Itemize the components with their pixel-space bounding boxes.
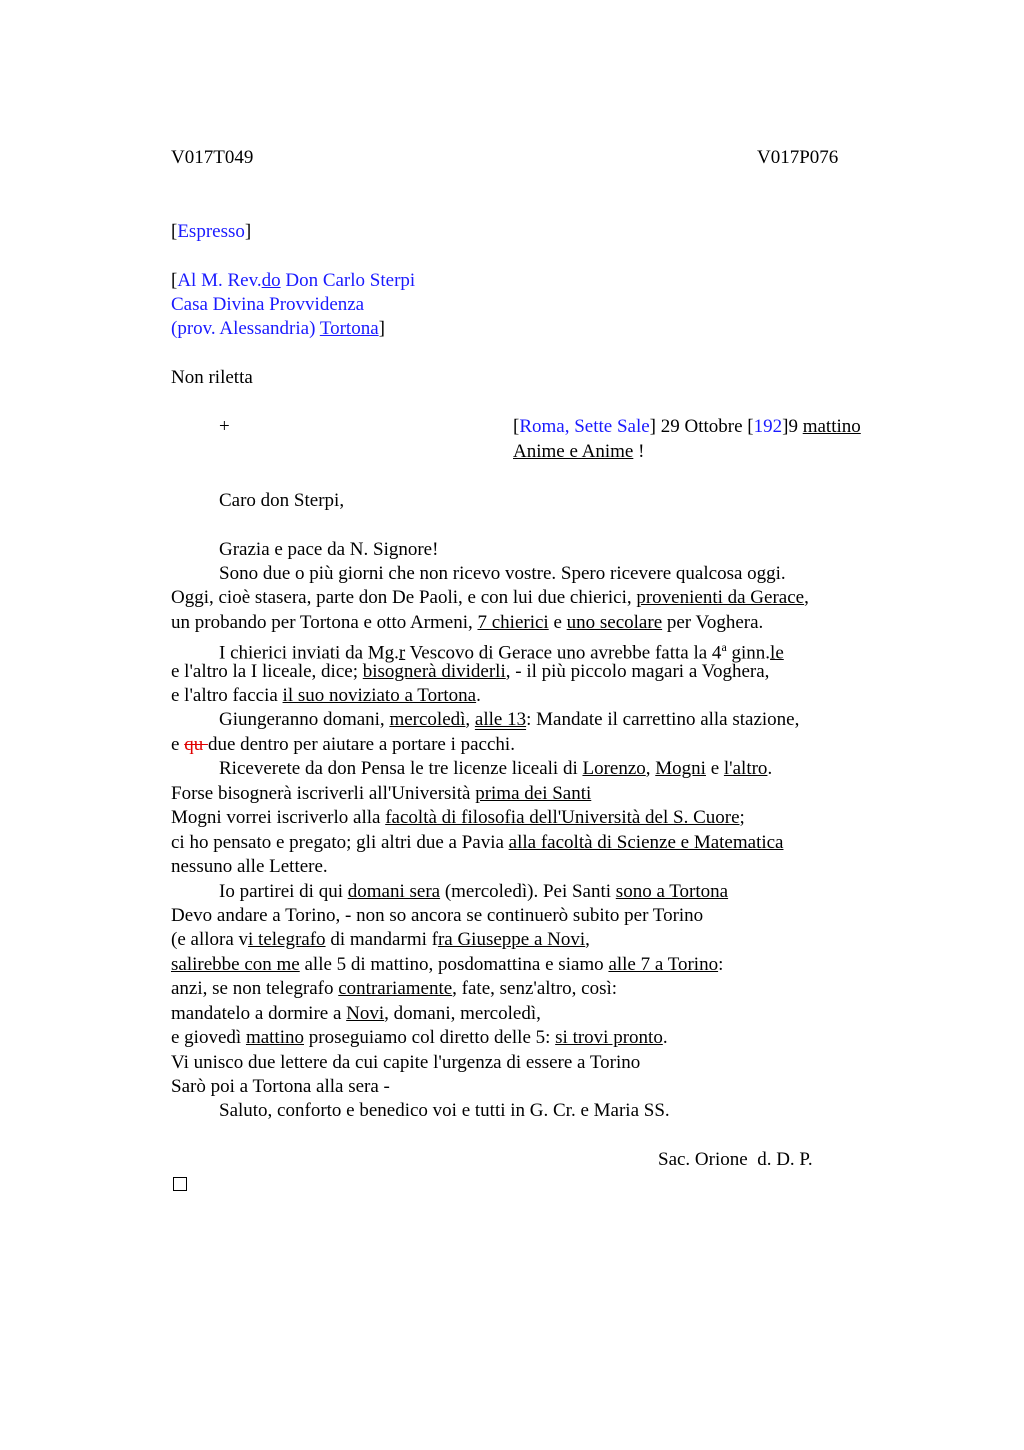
salutation: Caro don Sterpi,: [219, 490, 345, 511]
text-run: sono a Tortona: [615, 881, 729, 902]
text-run: e l'altro faccia: [171, 685, 283, 706]
motto: Anime e Anime: [513, 441, 634, 462]
text-run: :: [718, 954, 724, 975]
text-run: , domani, mercoledì,: [384, 1003, 541, 1024]
text-run: due dentro per aiutare a portare i pacchi.: [207, 734, 515, 755]
body-line: [171, 586, 809, 610]
body-line: Saluto, conforto e benedico voi e tutti in G. Cr. e Maria SS.: [219, 1100, 670, 1121]
text-run: Lorenzo: [582, 758, 646, 779]
text-run: ,: [804, 587, 809, 608]
body-line: Vi unisco due lettere da cui capite l'urgenza di essere a Torino: [171, 1052, 641, 1073]
text-run: provenienti da Gerace: [636, 587, 805, 608]
non-riletta-note: Non riletta: [171, 367, 253, 388]
text-run: 7 chierici: [477, 612, 549, 633]
text-run: e l'altro la I liceale, dice;: [171, 661, 363, 682]
text-run: proseguiamo col diretto delle 5:: [304, 1027, 556, 1048]
address-line-1: [Al M. Rev.do Don Carlo Sterpi: [171, 270, 416, 291]
text-run: , fate, senz'altro, così:: [452, 978, 618, 999]
dateline-year: 192: [753, 416, 783, 437]
text-run: Mogni vorrei iscriverlo alla: [171, 807, 386, 828]
text-run: alle 13: [474, 709, 527, 730]
text-run: anzi, se non telegrafo: [171, 978, 339, 999]
text-run: le: [770, 642, 784, 664]
body-line: [171, 733, 515, 757]
dateline: [Roma, Sette Sale] 29 Ottobre [192]9 mattino: [513, 416, 861, 437]
address-part: Don Carlo Sterpi: [280, 270, 416, 291]
text-run: Forse bisognerà iscriverli all'Università: [171, 783, 476, 804]
text-run: Novi: [346, 1003, 385, 1024]
text-run: .: [476, 685, 481, 706]
text-run: un probando per Tortona e otto Armeni,: [171, 612, 478, 633]
text-run: ginn.: [726, 642, 771, 664]
dateline-place: Roma, Sette Sale: [519, 416, 650, 437]
text-run: alle 7 a Torino: [608, 954, 719, 975]
body-line: Sono due o più giorni che non ricevo vostre. Spero ricevere qualcosa oggi.: [219, 563, 786, 584]
address-line-3: (prov. Alessandria) Tortona]: [171, 318, 385, 339]
text-run: , - il più piccolo magari a Voghera,: [505, 661, 770, 682]
text-run: domani sera: [347, 881, 441, 902]
text-run: bisognerà dividerli: [362, 661, 506, 682]
body-line: [171, 1002, 541, 1026]
body-line: [171, 611, 763, 635]
text-run: i telegrafo: [248, 929, 326, 950]
text-run: ,: [465, 709, 475, 730]
text-run: e: [171, 734, 185, 755]
address-part: do: [261, 270, 281, 291]
text-run: mattino: [245, 1027, 304, 1048]
address-part: (prov. Alessandria): [171, 318, 320, 339]
text-run: alle 5 di mattino, posdomattina e siamo: [299, 954, 609, 975]
espresso-label: Espresso: [177, 221, 245, 242]
motto-line: [513, 440, 644, 464]
text-run: I chierici inviati da Mg.: [219, 642, 399, 664]
text-run: r: [398, 642, 406, 664]
body-line: [171, 977, 617, 1001]
text-run: .: [662, 1027, 668, 1048]
text-run: di mandarmi f: [325, 929, 438, 950]
text-run: facoltà di filosofia dell'Università del S. Cuore: [385, 807, 740, 828]
address-part: Tortona: [319, 318, 379, 339]
text-run: ,: [645, 758, 656, 779]
body-line: Grazia e pace da N. Signore!: [219, 539, 439, 560]
text-run: Mogni: [655, 758, 706, 779]
text-run: prima dei Santi: [475, 783, 592, 804]
text-run: uno secolare: [566, 612, 663, 633]
deleted-text: qu: [184, 734, 208, 755]
body-line: [171, 660, 769, 684]
signature: Sac. Orione d. D. P.: [658, 1149, 813, 1170]
text-run: ra Giuseppe a Novi: [437, 929, 586, 950]
text-run: (e allora v: [171, 929, 249, 950]
text-run: Vescovo di Gerace uno avrebbe fatta la 4: [405, 642, 722, 664]
superscript: a: [721, 640, 727, 654]
body-line: Sarò poi a Tortona alla sera -: [171, 1076, 390, 1097]
dateline-part: mattino: [802, 416, 861, 437]
text-run: alla facoltà di Scienze e Matematica: [508, 832, 784, 853]
text-run: si trovi pronto: [555, 1027, 663, 1048]
text-run: ,: [585, 929, 590, 950]
document-code-left: V017T049: [171, 147, 254, 168]
motto-end: !: [633, 441, 645, 462]
text-run: Riceverete da don Pensa le tre licenze liceali di: [219, 758, 583, 779]
espresso-annotation: [Espresso]: [171, 221, 252, 242]
text-run: : Mandate il carrettino alla stazione,: [526, 709, 800, 730]
dateline-part: ] 29 Ottobre [: [649, 416, 754, 437]
text-run: Io partirei di qui: [219, 881, 348, 902]
body-line: [171, 928, 590, 952]
text-run: per Voghera.: [662, 612, 764, 633]
document-code-right: V017P076: [757, 147, 839, 168]
text-run: l'altro: [723, 758, 768, 779]
body-line: [171, 806, 745, 830]
text-run: e giovedì: [171, 1027, 246, 1048]
dateline-part: ]9: [782, 416, 803, 437]
address-line-2: Casa Divina Provvidenza: [171, 294, 365, 315]
text-run: Oggi, cioè stasera, parte don De Paoli, e con lui due chierici,: [171, 587, 637, 608]
text-run: ci ho pensato e pregato; gli altri due a Pavia: [171, 832, 509, 853]
body-line: [219, 757, 772, 781]
cross-symbol: +: [219, 416, 230, 437]
body-line: [171, 953, 723, 977]
text-run: mandatelo a dormire a: [171, 1003, 347, 1024]
text-run: Giungeranno domani,: [219, 709, 390, 730]
text-run: il suo noviziato a Tortona: [282, 685, 477, 706]
text-run: .: [767, 758, 773, 779]
text-run: (mercoledì). Pei Santi: [440, 881, 616, 902]
text-run: mercoledì: [389, 709, 466, 730]
body-line: [171, 1026, 668, 1050]
body-line: [219, 880, 728, 904]
body-line: [171, 782, 591, 806]
body-line: nessuno alle Lettere.: [171, 856, 328, 877]
body-line: [171, 831, 784, 855]
text-run: salirebbe con me: [171, 954, 300, 975]
text-run: e: [705, 758, 724, 779]
body-line: [171, 684, 481, 708]
text-run: e: [548, 612, 567, 633]
text-run: contrariamente: [338, 978, 453, 999]
address-part: Al M. Rev.: [177, 270, 262, 291]
text-run: ;: [739, 807, 745, 828]
body-line: Devo andare a Torino, - non so ancora se continuerò subito per Torino: [171, 905, 704, 926]
end-marker-square: [173, 1177, 187, 1191]
body-line: [219, 708, 799, 732]
